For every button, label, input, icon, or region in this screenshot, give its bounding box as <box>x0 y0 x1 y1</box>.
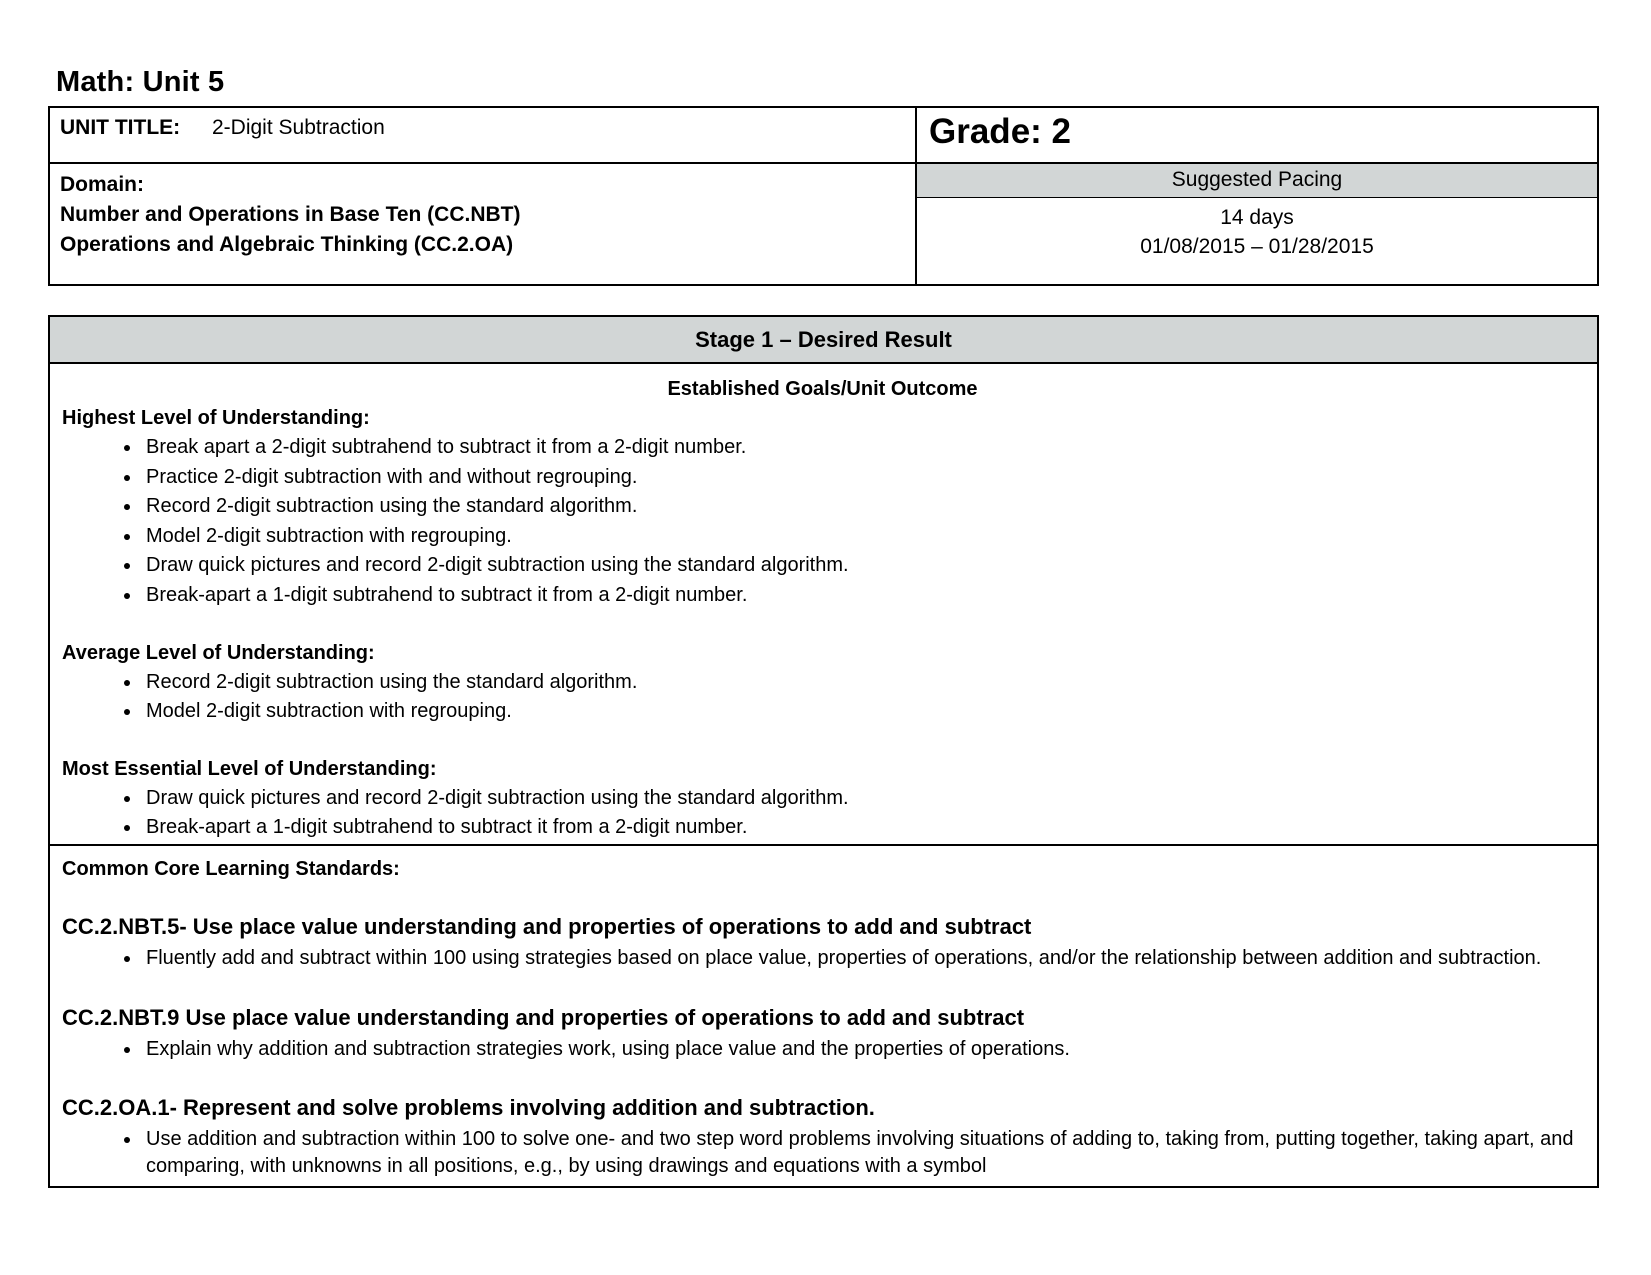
grade-cell: Grade: 2 <box>917 108 1597 164</box>
standard-bullet-list <box>62 1126 1583 1179</box>
bullet-item: • Record 2-digit subtraction using the standard algorithm. <box>142 669 1583 696</box>
standards-title: Common Core Learning Standards: <box>62 857 400 880</box>
standard-heading: CC.2.NBT.9 Use place value understanding and properties of operations to add and subtract <box>62 1004 1025 1030</box>
standard-block-nbt9 <box>62 1005 1583 1063</box>
bullet-item: • Record 2-digit subtraction using the standard algorithm. <box>142 493 1583 520</box>
domain-line: Number and Operations in Base Ten (CC.NBT) <box>60 202 521 226</box>
standard-bullet-list <box>62 1036 1583 1063</box>
level-title: Most Essential Level of Understanding: <box>62 757 437 780</box>
domain-cell <box>50 164 915 284</box>
bullet-item: • Draw quick pictures and record 2-digit subtraction using the standard algorithm. <box>142 785 1583 812</box>
bullet-item: • Practice 2-digit subtraction with and without regrouping. <box>142 464 1583 491</box>
level-title: Average Level of Understanding: <box>62 641 375 664</box>
bullet-item: • Draw quick pictures and record 2-digit subtraction using the standard algorithm. <box>142 552 1583 579</box>
unit-title-row <box>50 108 915 164</box>
pacing-cell <box>917 198 1597 284</box>
standard-heading: CC.2.OA.1- Represent and solve problems involving addition and subtraction. <box>62 1095 875 1121</box>
bullet-item: • Use addition and subtraction within 100 to solve one- and two step word problems involving situations of adding to, taking from, putting together, taking apart, and comparing, with unknowns in all positions, e.g., by using drawings and equations with a symbol <box>142 1126 1583 1179</box>
level-block-highest <box>62 407 1583 609</box>
domain-label: Domain: <box>60 173 144 196</box>
level-title: Highest Level of Understanding: <box>62 407 370 429</box>
page-title: Math: Unit 5 <box>56 66 225 98</box>
unit-info-right-column <box>917 108 1597 284</box>
level-block-average <box>62 642 1583 725</box>
bullet-item: • Explain why addition and subtraction strategies work, using place value and the properties of operations. <box>142 1036 1583 1063</box>
goals-title: Established Goals/Unit Outcome <box>667 378 978 400</box>
unit-info-table <box>48 106 1599 286</box>
common-core-standards-cell <box>50 846 1597 1186</box>
unit-title-value: 2-Digit Subtraction <box>212 116 385 139</box>
standard-block-oa1 <box>62 1095 1583 1179</box>
bullet-item: • Fluently add and subtract within 100 using strategies based on place value, properties of operations, and/or the relationship between addition and subtraction. <box>142 945 1583 972</box>
level-bullet-list <box>62 434 1583 609</box>
stage1-header: Stage 1 – Desired Result <box>50 317 1597 364</box>
suggested-pacing-header: Suggested Pacing <box>917 164 1597 198</box>
level-block-most-essential <box>62 758 1583 841</box>
bullet-item: • Break-apart a 1-digit subtrahend to subtract it from a 2-digit number. <box>142 814 1583 841</box>
pacing-dates: 01/08/2015 – 01/28/2015 <box>1140 235 1374 259</box>
unit-title-label: UNIT TITLE: <box>60 116 181 139</box>
level-bullet-list <box>62 669 1583 725</box>
unit-info-left-column <box>50 108 917 284</box>
document-page <box>48 0 1599 1188</box>
standard-block-nbt5 <box>62 914 1583 972</box>
bullet-item: • Model 2-digit subtraction with regrouping. <box>142 698 1583 725</box>
bullet-item: • Model 2-digit subtraction with regrouping. <box>142 523 1583 550</box>
standard-bullet-list <box>62 945 1583 972</box>
standard-heading: CC.2.NBT.5- Use place value understanding and properties of operations to add and subtract <box>62 913 1032 939</box>
bullet-item: • Break-apart a 1-digit subtrahend to subtract it from a 2-digit number. <box>142 582 1583 609</box>
stage1-table <box>48 315 1599 1188</box>
level-bullet-list <box>62 785 1583 841</box>
established-goals-cell <box>50 364 1597 846</box>
bullet-item: • Break apart a 2-digit subtrahend to subtract it from a 2-digit number. <box>142 434 1583 461</box>
domain-line: Operations and Algebraic Thinking (CC.2.OA) <box>60 232 514 256</box>
pacing-duration: 14 days <box>1220 206 1294 229</box>
